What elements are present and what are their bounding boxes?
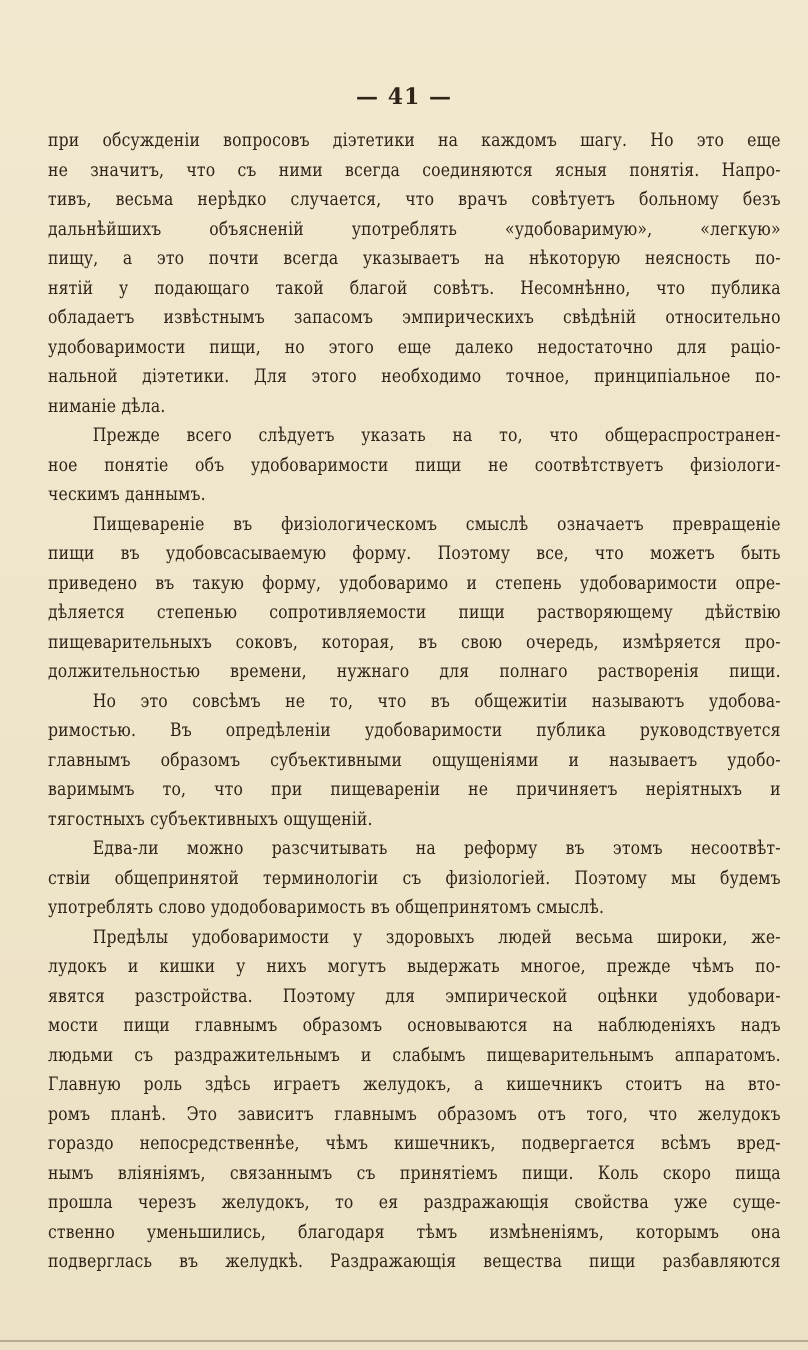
text-line: прошла черезъ желудокъ, то ея раздражающія свойства уже суще- [48, 1192, 781, 1213]
text-line: ческимъ даннымъ. [48, 484, 206, 505]
text-line: варимымъ то, что при пищевареніи не причиняетъ неріятныхъ и [48, 779, 781, 800]
text-line: должительностью времени, нужнаго для полнаго растворенія пищи. [48, 661, 781, 682]
text-line: при обсужденіи вопросовъ діэтетики на каждомъ шагу. Но это еще [48, 130, 781, 151]
text-line: подверглась въ желудкѣ. Раздражающія вещества пищи разбавляются [48, 1251, 781, 1272]
text-line: не значитъ, что съ ними всегда соединяются ясныя понятія. Напро- [48, 159, 781, 181]
text-line: тягостныхъ субъективныхъ ощущеній. [48, 808, 373, 830]
text-line: дальнѣйшихъ объясненій употреблять «удобоваримую», «легкую» [48, 218, 781, 240]
text-line: римостью. Въ опредѣленіи удобоваримости публика руководствуется [48, 720, 781, 741]
text-line: гораздо непосредственнѣе, чѣмъ кишечникъ, подвергается всѣмъ вред- [48, 1133, 781, 1154]
text-line: пищеварительныхъ соковъ, которая, въ свою очередь, измѣряется про- [48, 631, 781, 653]
text-line: пищи въ удобовсасываемую форму. Поэтому все, что можетъ быть [48, 543, 781, 564]
text-line: ромъ планѣ. Это зависитъ главнымъ образомъ отъ того, что желудокъ [48, 1103, 781, 1125]
page-edge-divider [0, 1340, 808, 1342]
text-line: нальной діэтетики. Для этого необходимо точное, принципіальное по- [48, 366, 781, 387]
text-line: мости пищи главнымъ образомъ основываются на наблюденіяхъ надъ [48, 1015, 781, 1036]
text-line: людьми съ раздражительнымъ и слабымъ пищеварительнымъ аппаратомъ. [48, 1044, 781, 1066]
text-line: ниманіе дѣла. [48, 395, 166, 417]
text-line: главнымъ образомъ субъективными ощущеніями и называетъ удобо- [48, 749, 781, 771]
text-line: тивъ, весьма нерѣдко случается, что врачъ совѣтуетъ больному безъ [48, 189, 781, 210]
text-line: обладаетъ извѣстнымъ запасомъ эмпирическихъ свѣдѣній относительно [48, 307, 781, 328]
text-line: Главную роль здѣсь играетъ желудокъ, а кишечникъ стоитъ на вто- [48, 1074, 781, 1095]
text-line: лудокъ и кишки у нихъ могутъ выдержать многое, прежде чѣмъ по- [48, 956, 781, 977]
paragraph-start-line: Едва-ли можно разсчитывать на реформу въ этомъ несоотвѣт- [92, 838, 781, 859]
text-line: нымъ вліяніямъ, связаннымъ съ принятіемъ пищи. Коль скоро пища [48, 1162, 781, 1184]
text-line: ное понятіе объ удобоваримости пищи не соотвѣтствуетъ физіологи- [48, 454, 781, 476]
text-line: явятся разстройства. Поэтому для эмпирической оцѣнки удобовари- [48, 985, 781, 1007]
text-line: дѣляется степенью сопротивляемости пищи растворяющему дѣйствію [48, 602, 781, 623]
paragraph-start-line: Пищевареніе въ физіологическомъ смыслѣ означаетъ превращеніе [92, 513, 781, 535]
page-number: — 41 — [356, 84, 452, 110]
text-line: приведено въ такую форму, удобоваримо и степень удобоваримости опре- [48, 572, 781, 594]
text-line: ствіи общепринятой терминологіи съ физіологіей. Поэтому мы будемъ [48, 867, 781, 889]
text-line: употреблять слово удодобоваримость въ общепринятомъ смыслѣ. [48, 897, 605, 918]
paragraph-start-line: Предѣлы удобоваримости у здоровыхъ людей весьма широки, же- [92, 926, 781, 948]
body-text [48, 126, 781, 1277]
paragraph-start-line: Но это совсѣмъ не то, что въ общежитіи называютъ удобова- [92, 690, 781, 712]
text-line: нятій у подающаго такой благой совѣтъ. Несомнѣнно, что публика [48, 277, 781, 299]
text-line: ственно уменьшились, благодаря тѣмъ измѣненіямъ, которымъ она [48, 1221, 781, 1243]
paragraph-start-line: Прежде всего слѣдуетъ указать на то, что общераспространен- [92, 425, 781, 446]
text-line: пищу, а это почти всегда указываетъ на нѣкоторую неясность по- [48, 248, 781, 269]
text-line: удобоваримости пищи, но этого еще далеко недостаточно для раціо- [48, 336, 781, 358]
